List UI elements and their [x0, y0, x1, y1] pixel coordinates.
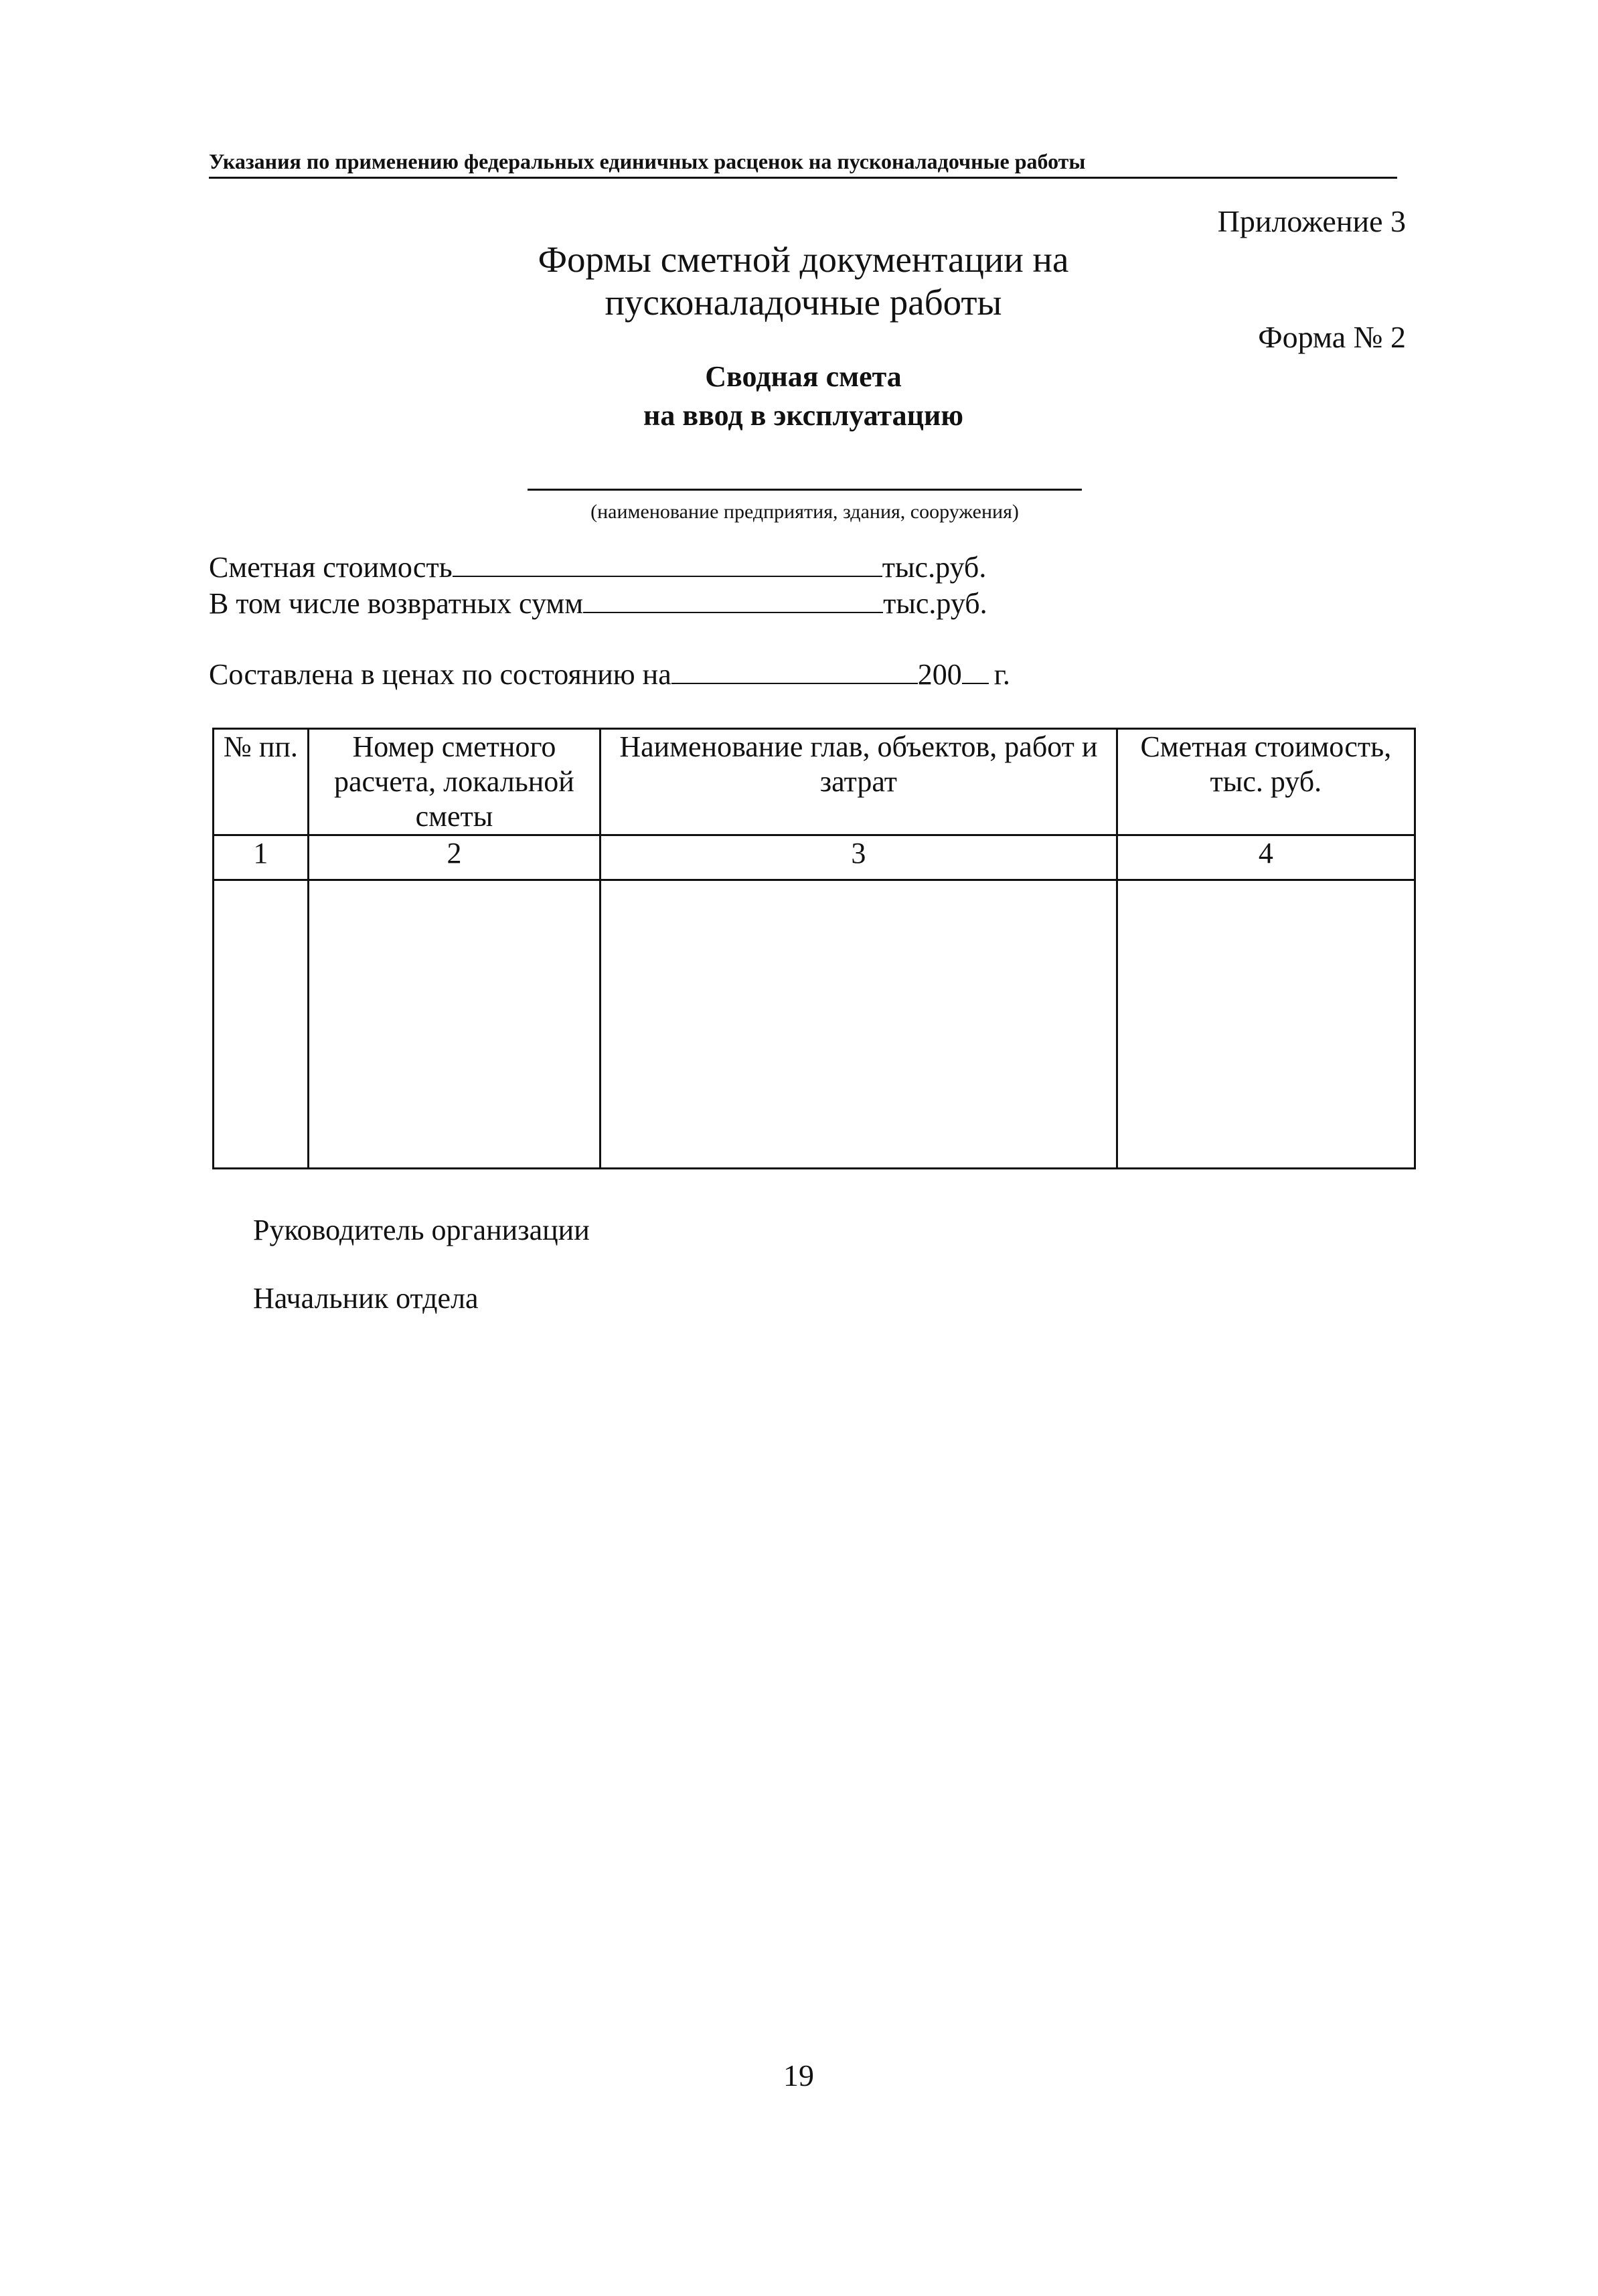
- enterprise-name-caption: (наименование предприятия, здания, сооружения): [590, 501, 1019, 523]
- table-body-row: [214, 880, 1415, 1169]
- form-subtitle: [469, 357, 1138, 435]
- header-rule: [209, 177, 1397, 179]
- header-cell-number: № пп.: [214, 729, 309, 835]
- cost-field: [209, 550, 986, 584]
- form-number: Форма № 2: [1258, 320, 1406, 354]
- form-subtitle-line-2: на ввод в эксплуатацию: [643, 399, 963, 432]
- summary-estimate-table: [212, 728, 1416, 1169]
- refund-unit: тыс.руб.: [883, 587, 987, 620]
- table-cell: [214, 880, 309, 1169]
- column-number-row: [214, 835, 1415, 880]
- cost-blank: [453, 550, 882, 577]
- page-number: 19: [783, 2058, 814, 2093]
- table-header-row: [214, 729, 1415, 835]
- column-number-cell: 3: [601, 835, 1117, 880]
- header-cell-name: Наименование глав, объектов, работ и затрат: [601, 729, 1117, 835]
- year-prefix: 200: [917, 658, 962, 691]
- header-cell-calc-number: Номер сметного расчета, локальной сметы: [308, 729, 600, 835]
- column-number-cell: 4: [1117, 835, 1415, 880]
- prices-date-blank: [671, 657, 918, 684]
- table-cell: [601, 880, 1117, 1169]
- document-title: [402, 238, 1205, 324]
- column-number-cell: 1: [214, 835, 309, 880]
- signature-dept-head: Начальник отдела: [253, 1282, 479, 1315]
- document-title-line-1: Формы сметной документации на: [538, 239, 1069, 280]
- table-cell: [1117, 880, 1415, 1169]
- header-cell-cost: Сметная стоимость, тыс. руб.: [1117, 729, 1415, 835]
- column-number-cell: 2: [308, 835, 600, 880]
- year-suffix: г.: [993, 658, 1010, 691]
- running-header: Указания по применению федеральных единичных расценок на пусконаладочные работы: [209, 149, 1086, 173]
- document-title-line-2: пусконаладочные работы: [605, 282, 1002, 323]
- year-blank: [962, 657, 989, 684]
- table-cell: [308, 880, 600, 1169]
- refund-blank: [583, 586, 883, 613]
- cost-unit: тыс.руб.: [882, 551, 987, 584]
- enterprise-name-line: [528, 489, 1082, 491]
- refund-label: В том числе возвратных сумм: [209, 587, 584, 620]
- cost-label: Сметная стоимость: [209, 551, 453, 584]
- appendix-label: Приложение 3: [1217, 204, 1406, 238]
- form-subtitle-line-1: Сводная смета: [705, 360, 902, 393]
- prices-label: Составлена в ценах по состоянию на: [209, 658, 671, 691]
- refund-field: [209, 586, 987, 621]
- prices-date-field: [209, 657, 1010, 691]
- signature-head: Руководитель организации: [253, 1214, 590, 1246]
